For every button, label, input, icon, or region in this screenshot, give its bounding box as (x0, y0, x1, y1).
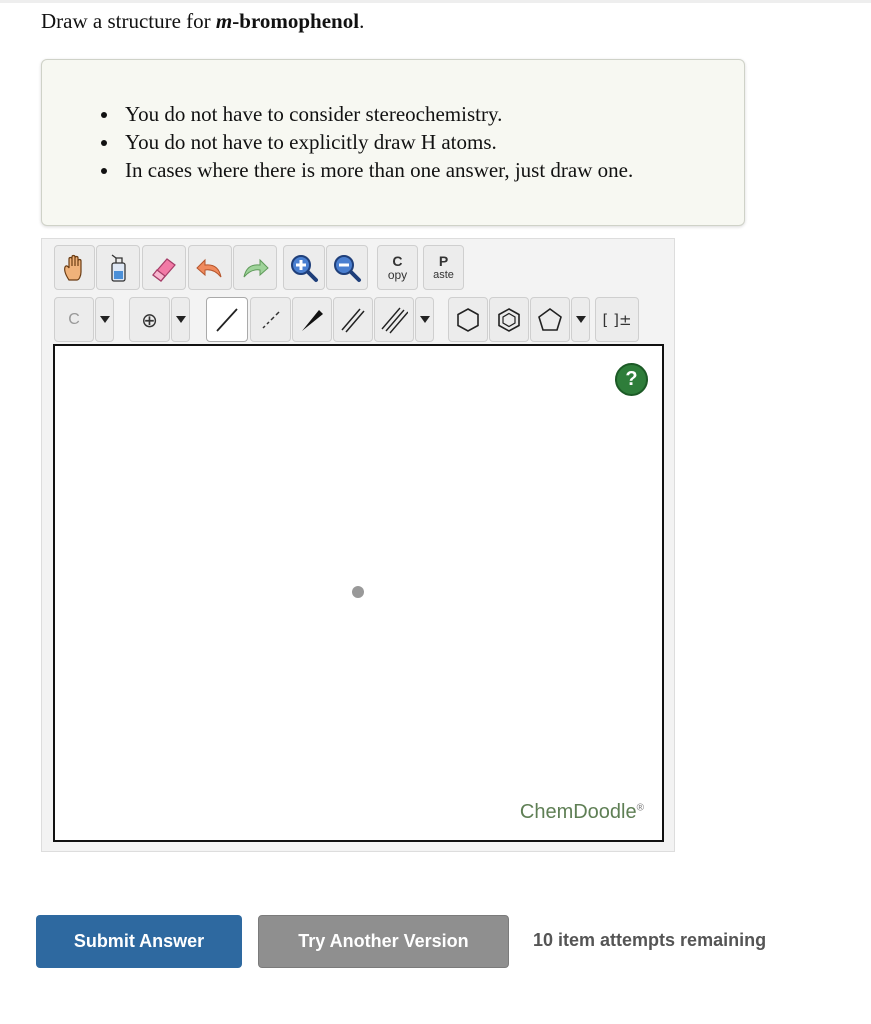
instruction-item: You do not have to consider stereochemistry. (125, 100, 633, 128)
triple-bond-button[interactable] (374, 297, 414, 342)
single-bond-button[interactable] (206, 297, 248, 342)
zoom-in-button[interactable] (283, 245, 325, 290)
pan-tool-button[interactable] (54, 245, 95, 290)
zoom-out-button[interactable] (326, 245, 368, 290)
eraser-button[interactable] (142, 245, 186, 290)
charge-icon: ⊕ (141, 307, 158, 332)
charge-dropdown[interactable] (171, 297, 190, 342)
hexagon-icon (454, 306, 482, 334)
instructions-panel (41, 59, 745, 226)
cyclohexane-button[interactable] (448, 297, 488, 342)
single-bond-icon (213, 306, 241, 334)
paste-label-top: P (438, 252, 449, 269)
instruction-item: You do not have to explicitly draw H atoms. (125, 128, 633, 156)
benzene-icon (495, 306, 523, 334)
charge-button[interactable] (129, 297, 170, 342)
bracket-icon: [ ]± (602, 310, 632, 329)
canvas-cursor-dot (352, 586, 364, 598)
try-another-version-button[interactable]: Try Another Version (258, 915, 509, 968)
redo-icon (240, 253, 270, 283)
submit-answer-button[interactable]: Submit Answer (36, 915, 242, 968)
drawing-canvas[interactable] (53, 344, 664, 842)
triple-bond-icon (380, 306, 408, 334)
paste-label-bottom: aste (433, 268, 454, 281)
clear-canvas-button[interactable] (96, 245, 140, 290)
instruction-item: In cases where there is more than one answer, just draw one. (125, 158, 634, 182)
dropdown-arrow-icon (420, 316, 430, 323)
eraser-icon (149, 253, 179, 283)
wedge-bond-button[interactable] (292, 297, 332, 342)
registered-mark: ® (636, 802, 644, 814)
bond-dropdown[interactable] (415, 297, 434, 342)
element-label: C (68, 310, 80, 328)
cyclopentane-button[interactable] (530, 297, 570, 342)
ring-dropdown[interactable] (571, 297, 590, 342)
wedge-bond-icon (298, 306, 326, 334)
element-carbon-button[interactable] (54, 297, 94, 342)
double-bond-button[interactable] (333, 297, 373, 342)
pentagon-icon (536, 306, 564, 334)
copy-label-bottom: opy (387, 267, 408, 282)
benzene-button[interactable] (489, 297, 529, 342)
chemdoodle-brand (520, 801, 644, 824)
dropdown-arrow-icon (576, 316, 586, 323)
dropdown-arrow-icon (176, 316, 186, 323)
chemdoodle-sketcher (41, 238, 675, 852)
question-prompt (41, 8, 364, 34)
hand-icon (61, 254, 89, 282)
undo-icon (195, 253, 225, 283)
brand-name: ChemDoodle (519, 801, 637, 823)
cleaner-bottle-icon (104, 253, 132, 283)
instructions-list (125, 100, 633, 184)
dashed-bond-button[interactable] (250, 297, 291, 342)
recessed-bond-icon (257, 306, 285, 334)
help-button[interactable]: ? (615, 363, 648, 396)
undo-button[interactable] (188, 245, 232, 290)
compound-prefix: m (215, 9, 233, 33)
question-text: Draw a structure for (41, 9, 216, 33)
copy-label (388, 254, 407, 282)
paste-button[interactable] (423, 245, 464, 290)
top-divider (0, 0, 871, 3)
zoom-out-icon (332, 253, 362, 283)
attempts-remaining: 10 item attempts remaining (533, 930, 767, 950)
bracket-button[interactable] (595, 297, 639, 342)
element-dropdown[interactable] (95, 297, 114, 342)
double-bond-icon (339, 306, 367, 334)
dropdown-arrow-icon (100, 316, 110, 323)
question-period: . (359, 9, 365, 33)
compound-name: -bromophenol (232, 9, 360, 33)
copy-button[interactable] (377, 245, 418, 290)
zoom-in-icon (289, 253, 319, 283)
copy-label-top: C (392, 252, 403, 269)
paste-label (433, 254, 454, 282)
redo-button[interactable] (233, 245, 277, 290)
